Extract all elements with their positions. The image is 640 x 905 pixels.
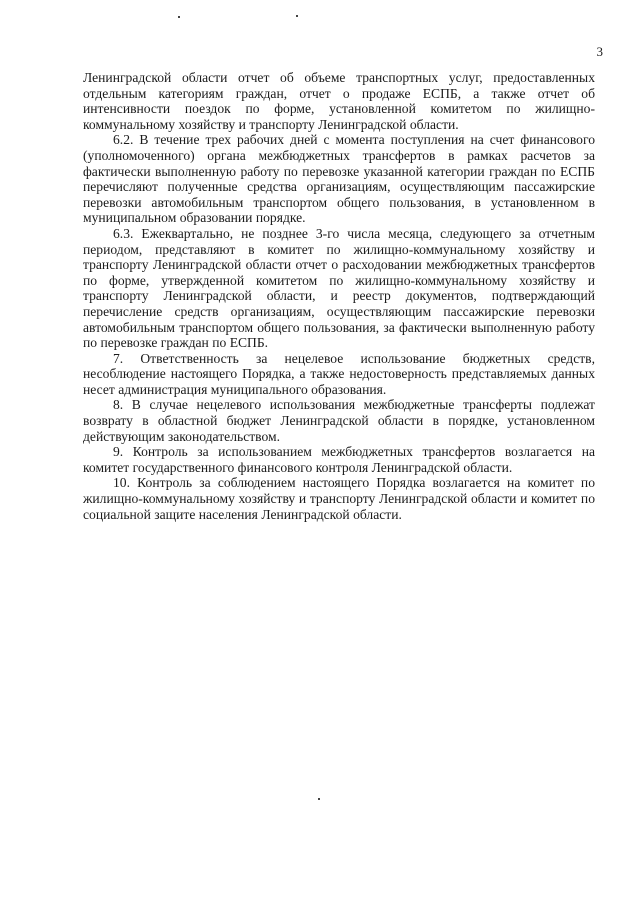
scan-speck bbox=[318, 798, 320, 800]
paragraph-7: 7. Ответственность за нецелевое использование бюджетных средств, несоблюдение настоящего Порядка, а также недостоверность представляемых данных несет администрация муниципального образования. bbox=[83, 350, 595, 397]
paragraph-6-2: 6.2. В течение трех рабочих дней с момента поступления на счет финансового (уполномоченного) органа межбюджетных трансфертов в рамках расчетов за фактически выполненную работу по перевозке указанной категории граждан по ЕСПБ перечисляют полученные средства организациям, осуществляющим пассажирские перевозки автомобильным транспортом общего пользования, в установленном в муниципальном образовании порядке. bbox=[83, 132, 595, 226]
paragraph-9: 9. Контроль за использованием межбюджетных трансфертов возлагается на комитет государственного финансового контроля Ленинградской области. bbox=[83, 444, 595, 475]
paragraph-6-3: 6.3. Ежеквартально, не позднее 3-го числа месяца, следующего за отчетным периодом, представляют в комитет по жилищно-коммунальному хозяйству и транспорту Ленинградской области отчет о расходовании межбюджетных трансфертов по форме, утвержденной комитетом по жилищно-коммунальному хозяйству и транспорту Ленинградской области, и реестр документов, подтверждающий перечисление средств организациям, осуществляющим пассажирские перевозки автомобильным транспортом общего пользования, за фактически выполненную работу по перевозке граждан по ЕСПБ. bbox=[83, 225, 595, 351]
paragraph-continuation: Ленинградской области отчет об объеме транспортных услуг, предоставленных отдельным категориям граждан, отчет о продаже ЕСПБ, а также отчет об интенсивности поездок по форме, установленной комитетом по жилищно-коммунальному хозяйству и транспорту Ленинградской области. bbox=[83, 70, 595, 132]
paragraph-8: 8. В случае нецелевого использования межбюджетные трансферты подлежат возврату в областной бюджет Ленинградской области в порядке, установленном действующим законодательством. bbox=[83, 397, 595, 444]
scan-speck bbox=[178, 16, 180, 18]
page-number: 3 bbox=[596, 44, 603, 59]
paragraph-10: 10. Контроль за соблюдением настоящего Порядка возлагается на комитет по жилищно-коммунальному хозяйству и транспорту Ленинградской области и комитет по социальной защите населения Ленинградской области. bbox=[83, 475, 595, 522]
document-body bbox=[83, 70, 595, 522]
scan-speck bbox=[296, 15, 298, 17]
